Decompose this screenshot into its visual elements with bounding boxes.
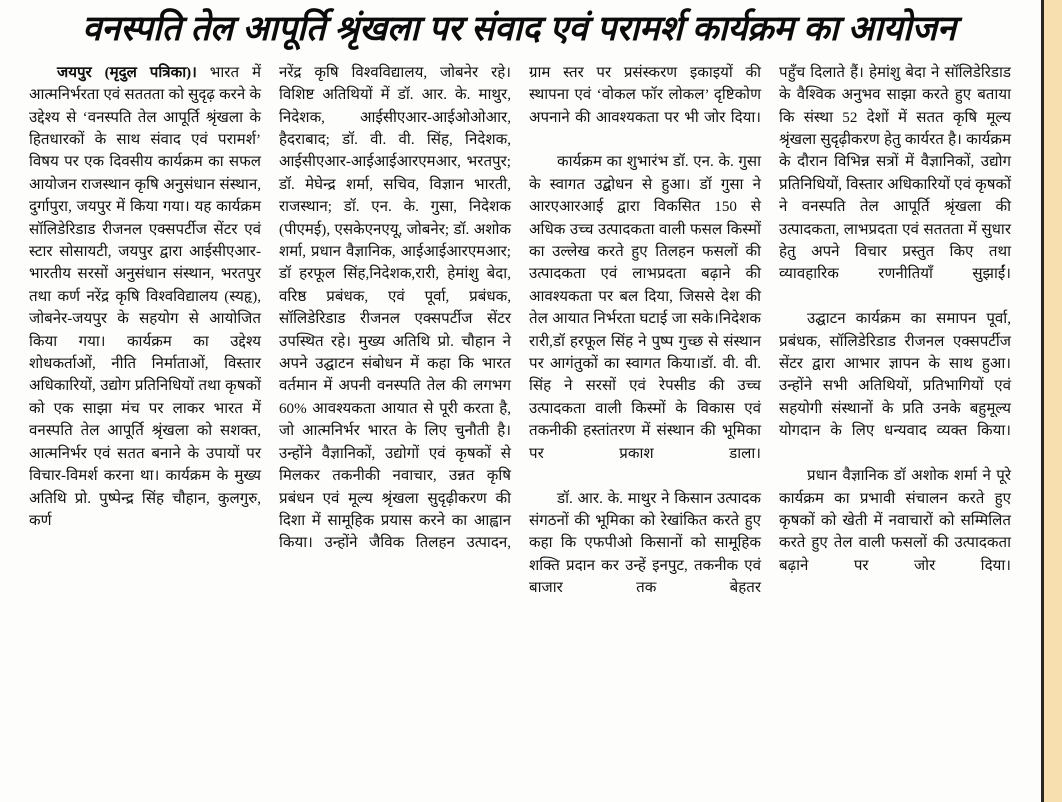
paragraph-text: भारत में आत्मनिर्भरता एवं सततता को सुदृढ़ करने के उद्देश्य से ‘वनस्पति तेल आपूर्ति श्रृंखला के हितधारकों के साथ संवाद एवं परामर्श’ विषय पर एक दिवसीय कार्यक्रम का सफल आयोजन राजस्थान कृषि अनुसंधान संस्थान, दुर्गापुरा, जयपुर में किया गया। यह कार्यक्रम सॉलिडेरिडाड रीजनल एक्सपर्टीज सेंटर एवं स्टार सोसायटी, जयपुर द्वारा आईसीएआर-भारतीय सरसों अनुसंधान संस्थान, भरतपुर तथा कर्ण नरेंद्र कृषि विश्वविद्यालय (स्यहृ), जोबनेर-जयपुर के सहयोग से आयोजित किया गया। कार्यक्रम का उद्देश्य शोधकर्ताओं, नीति निर्माताओं, विस्तार अधिकारियों, उद्योग प्रतिनिधियों तथा कृषकों को एक साझा मंच पर लाकर भारत में वनस्पति तेल आपूर्ति श्रृंखला को सशक्त, आत्मनिर्भर एवं सतत बनाने के उपायों पर विचार-विमर्श करना था। कार्यक्रम के मुख्य अतिथि प्रो. पुष्पेन्द्र सिंह चौहान, कुलगुरु, कर्ण — [29, 64, 262, 529]
paragraph-text: ग्राम स्तर पर प्रसंस्करण इकाइयों की स्थापना एवं ‘वोकल फॉर लोकल’ दृष्टिकोण अपनाने की आवश्यकता पर भी जोर दिया। — [529, 64, 761, 126]
paragraph — [779, 62, 1011, 308]
page-title: वनस्पति तेल आपूर्ति श्रृंखला पर संवाद एवं परामर्श कार्यक्रम का आयोजन — [82, 9, 956, 48]
adjacent-page-margin-strip — [1044, 0, 1062, 802]
paragraph-text: पहुँच दिलाते हैं। हेमांशु बेदा ने सॉलिडेरिडाड के वैश्विक अनुभव साझा करते हुए बताया कि संस्था 52 देशों में सतत कृषि मूल्य श्रृंखला सुदृढ़ीकरण हेतु कार्यरत है। कार्यक्रम के दौरान विभिन्न सत्रों में वैज्ञानिकों, उद्योग प्रतिनिधियों, विस्तार अधिकारियों एवं कृषकों ने वनस्पति तेल आपूर्ति श्रृंखला की उत्पादकता, लाभप्रदता एवं सततता में सुधार हेतु अपने विचार प्रस्तुत किए तथा व्यावहारिक रणनीतियाँ सुझाईं। — [779, 64, 1011, 283]
paragraph-text: उद्घाटन कार्यक्रम का समापन पूर्वा, प्रबंधक, सॉलिडेरिडाड रीजनल एक्सपर्टीज सेंटर द्वारा आभार ज्ञापन के साथ हुआ। उन्होंने सभी अतिथियों, प्रतिभागियों एवं सहयोगी संस्थानों के प्रति उनके बहुमूल्य योगदान के लिए धन्यवाद व्यक्त किया। — [779, 311, 1011, 440]
headline-band — [0, 0, 1038, 56]
paragraph — [529, 488, 761, 622]
paragraph — [279, 62, 511, 577]
paragraph — [29, 62, 261, 555]
paragraph-text: डॉ. आर. के. माथुर ने किसान उत्पादक संगठनों की भूमिका को रेखांकित करते हुए कहा कि एफपीओ किसानों को सामूहिक शक्ति प्रदान कर उन्हें इनपुट, तकनीक एवं बाजार तक बेहतर — [529, 490, 761, 597]
article-column-4 — [770, 62, 1020, 600]
article-column-3 — [520, 62, 770, 622]
paragraph — [529, 62, 761, 152]
article-column-1 — [20, 62, 270, 555]
paragraph-text: प्रधान वैज्ञानिक डॉ अशोक शर्मा ने पूरे कार्यक्रम का प्रभावी संचालन करते हुए कृषकों को खेती में नवाचारों को सम्मिलित करते हुए तेल वाली फसलों की उत्पादकता बढ़ाने पर जोर दिया। — [779, 468, 1011, 574]
paragraph — [779, 465, 1011, 599]
paragraph — [779, 308, 1011, 465]
paragraph — [529, 151, 761, 487]
article-column-2 — [270, 62, 520, 577]
dateline: जयपुर (मृदुल पत्रिका)। — [57, 64, 197, 81]
paragraph-text: नरेंद्र कृषि विश्वविद्यालय, जोबनेर रहे। विशिष्ट अतिथियों में डॉ. आर. के. माथुर, निदेशक, आईसीएआर-आईओओआर, हैदराबाद; डॉ. वी. वी. सिंह, निदेशक, आईसीएआर-आईआईआरएमआर, भरतपुर; डॉ. मेघेन्द्र शर्मा, सचिव, विज्ञान भारती, राजस्थान; डॉ. एन. के. गुसा, निदेशक (पीएमई), एसकेएनएयू, जोबनेर; डॉ. अशोक शर्मा, प्रधान वैज्ञानिक, आईआईआरएमआर; डॉ हरफूल सिंह,निदेशक,रारी, हेमांशु बेदा, वरिष्ठ प्रबंधक, एवं पूर्वा, प्रबंधक, सॉलिडेरिडाड रीजनल एक्सपर्टीज सेंटर उपस्थित रहे। मुख्य अतिथि प्रो. चौहान ने अपने उद्घाटन संबोधन में कहा कि भारत वर्तमान में अपनी वनस्पति तेल की लगभग 60% आवश्यकता आयात से पूरी करता है, जो आत्मनिर्भर भारत के लिए चुनौती है। उन्होंने वैज्ञानिकों, उद्योगों एवं कृषकों से मिलकर तकनीकी नवाचार, उन्नत कृषि प्रबंधन एवं मूल्य श्रृंखला सुदृढ़ीकरण की दिशा में सामूहिक प्रयास करने का आह्वान किया। उन्होंने जैविक तिलहन उत्पादन, — [279, 64, 511, 552]
article-columns — [0, 56, 1038, 626]
paragraph-text: कार्यक्रम का शुभारंभ डॉ. एन. के. गुसा के स्वागत उद्बोधन से हुआ। डॉ गुसा ने आरएआरआई द्वारा विकसित 150 से अधिक उच्च उत्पादकता वाली फसल किस्मों का उल्लेख करते हुए तिलहन फसलों की उत्पादकता एवं लाभप्रदता बढ़ाने की आवश्यकता पर बल दिया, जिससे देश की तेल आयात निर्भरता घटाई जा सके।निदेशक रारी,डॉ हरफूल सिंह ने पुष्प गुच्छ से संस्थान पर आगंतुकों का स्वागत किया।डॉ. वी. वी. सिंह ने सरसों एवं रेपसीड की उच्च उत्पादकता वाली किस्मों के विकास एवं तकनीकी हस्तांतरण में संस्थान की भूमिका पर प्रकाश डाला। — [529, 154, 761, 462]
